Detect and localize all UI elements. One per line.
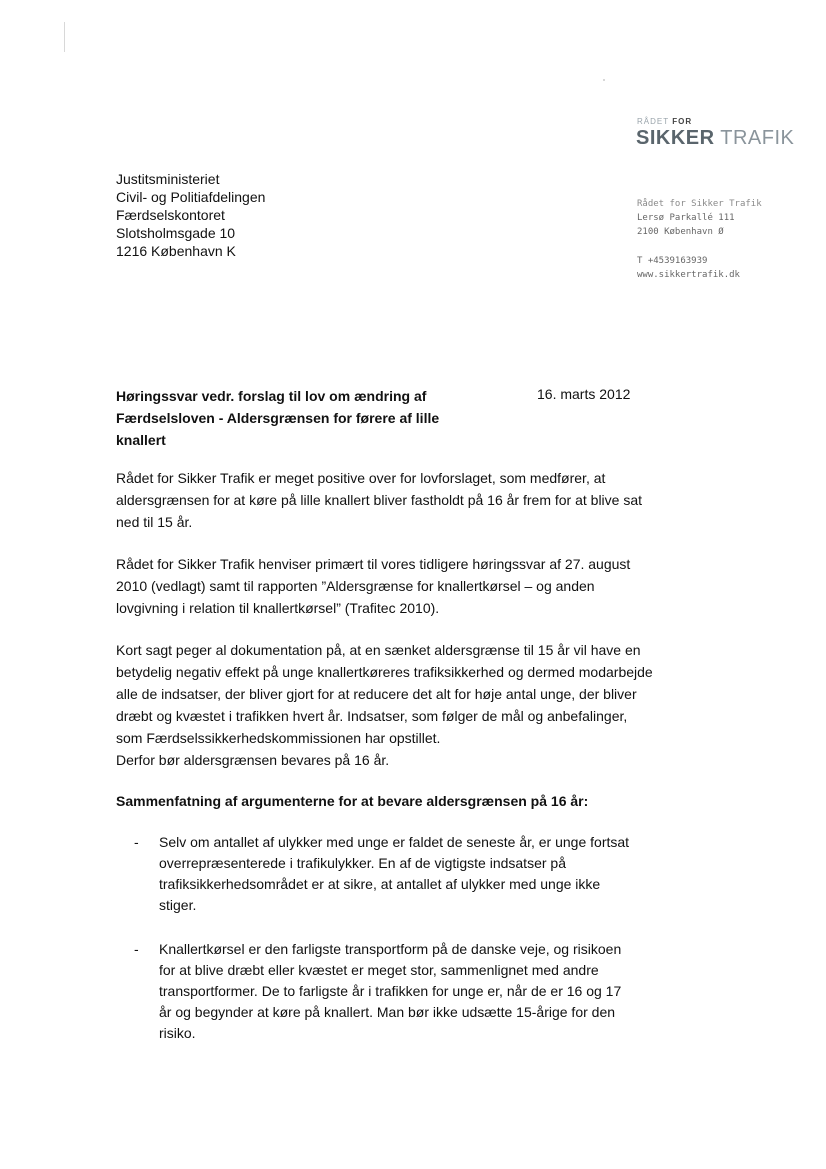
scan-speck [64,22,65,52]
body-paragraph: Rådet for Sikker Trafik henviser primært til vores tidligere høringssvar af 27. august 2010 (vedlagt) samt til rapporten ”Aldersgrænse for knallertkørsel – og anden lovgivning i relation til knallertkørsel” (Trafitec 2010). [116,556,631,616]
summary-heading: Sammenfatning af argumenterne for at bevare aldersgrænsen på 16 år: [116,793,589,809]
recipient-line: Færdselskontoret [116,207,225,223]
bullet-marker: - [134,941,139,957]
body-conclusion: Derfor bør aldersgrænsen bevares på 16 år. [116,752,390,768]
sender-phone: T +4539163939 [637,256,708,266]
recipient-line: Justitsministeriet [116,171,220,187]
recipient-line: Civil- og Politiafdelingen [116,189,266,205]
sender-street: Lersø Parkallé 111 [637,213,735,223]
logo-line-small: RÅDET FOR [637,117,693,126]
sender-address [637,197,762,239]
bullet-text: Selv om antallet af ulykker med unge er faldet de seneste år, er unge fortsat overrepræsenterede i trafikulykker. En af de vigtigste indsatser på trafiksikkerhedsområdet er at sikre, at antallet af ulykker med unge ikke stiger. [159,834,630,913]
bullet-text: Knallertkørsel er den farligste transportform på de danske veje, og risikoen for at blive dræbt eller kvæstet er meget stor, sammenlignet med andre transportformer. De to farligste år i trafikken for unge er, når de er 16 og 17 år og begynder at køre på knallert. Man bør ikke udsætte 15-årige for den risiko. [159,941,622,1041]
body-paragraph-block [116,639,656,771]
recipient-line: Slotsholmsgade 10 [116,225,236,241]
sender-name: Rådet for Sikker Trafik [637,199,762,209]
recipient-line: 1216 København K [116,243,236,259]
body-paragraph: Rådet for Sikker Trafik er meget positive over for lovforslaget, som medfører, at aldersgrænsen for at køre på lille knallert bliver fastholdt på 16 år frem for at blive sat ned til 15 år. [116,470,643,530]
logo-wordmark: SIKKER TRAFIK [636,127,795,149]
bullet-marker: - [134,834,139,850]
sender-city: 2100 København Ø [637,227,724,237]
sender-contact [637,254,740,282]
bullet-item [134,832,634,916]
letter-date: 16. marts 2012 [537,386,631,402]
bullet-item [134,939,634,1044]
scan-speck [603,79,605,81]
recipient-address [116,170,265,260]
body-paragraph: Kort sagt peger al dokumentation på, at en sænket aldersgrænse til 15 år vil have en betydelig negativ effekt på unge knallertkøreres trafiksikkerhed og dermed modarbejde alle de indsatser, der bliver gjort for at reducere det alt for høje antal unge, der bliver dræbt og kvæstet i trafikken hvert år. Indsatser, som følger de mål og anbefalinger, som Færdselssikkerhedskommissionen har opstillet. [116,642,653,746]
sender-website: www.sikkertrafik.dk [637,270,740,280]
letter-subject: Høringssvar vedr. forslag til lov om ændring af Færdselsloven - Aldersgrænsen for førere af lille knallert [116,388,440,448]
